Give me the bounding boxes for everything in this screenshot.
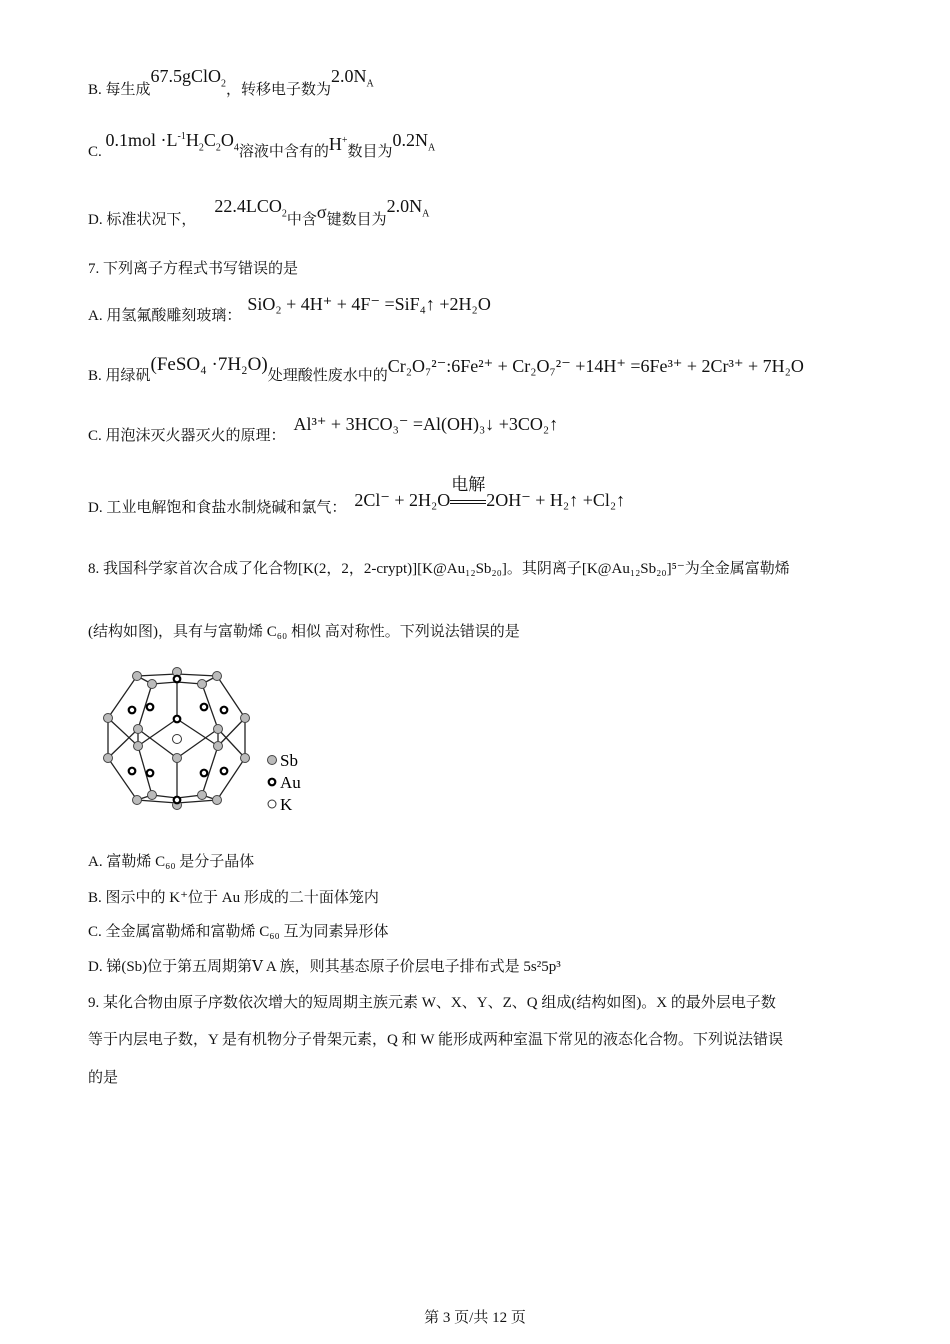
- equals-sign: [450, 500, 486, 504]
- figure-legend: [268, 751, 302, 814]
- question-9-stem-cont: 等于内层电子数，Y 是有机物分子骨架元素，Q 和 W 能形成两种室温下常见的液态化合物。下列说法错误: [88, 1032, 783, 1048]
- superscript: -1: [177, 131, 186, 142]
- equation-left: 2Cl⁻ + 2H₂O: [354, 490, 451, 510]
- equation: Cr₂O₇²⁻:6Fe²⁺ + Cr₂O₇²⁻ +14H⁺ =6Fe³⁺ + 2Cr³⁺ + 7H₂O: [387, 356, 804, 376]
- q6-option-d: [88, 196, 430, 232]
- legend-au: Au: [280, 773, 301, 792]
- q7-option-c: [88, 414, 559, 445]
- option-label: C.: [88, 144, 102, 160]
- option-label: D. 工业电解饱和食盐水制烧碱和氯气：: [88, 500, 347, 516]
- text: 数目为: [347, 144, 393, 160]
- option-label: C. 用泡沫灭火器灭火的原理：: [88, 428, 286, 444]
- question-8-stem: 8. 我国科学家首次合成了化合物[K(2，2，2-crypt)][K@Au₁₂Sb₂₀]。其阴离子[K@Au₁₂Sb₂₀]⁵⁻为全金属富勒烯: [88, 561, 790, 577]
- option-label: D. 标准状况下，: [88, 212, 197, 228]
- k-legend-icon: [268, 800, 276, 808]
- q8-option-a: A. 富勒烯 C₆₀ 是分子晶体: [88, 854, 255, 870]
- option-label: B. 用绿矾: [88, 368, 151, 384]
- text: 键数目为: [326, 212, 387, 228]
- formula: O: [220, 130, 234, 150]
- subscript: A: [422, 208, 430, 220]
- formula: (FeSO₄ ·7H₂O): [150, 354, 268, 375]
- sb-legend-icon: [268, 756, 277, 765]
- option-label: B. 每生成: [88, 82, 151, 98]
- k-atom: [173, 735, 182, 744]
- page-footer: 第 3 页/共 12 页: [424, 1310, 526, 1326]
- subscript: 4: [233, 142, 239, 154]
- equation: Al³⁺ + 3HCO₃⁻ =Al(OH)₃↓ +3CO₂↑: [293, 414, 559, 434]
- q6-option-c: [88, 130, 436, 164]
- subscript: 2: [221, 78, 227, 90]
- condition: 电解: [451, 475, 486, 494]
- question-9-stem-end: 的是: [88, 1070, 119, 1086]
- superscript: +: [341, 135, 348, 146]
- legend-sb: Sb: [280, 751, 298, 770]
- formula: 2.0N: [331, 66, 367, 86]
- formula: 67.5gClO: [150, 66, 222, 86]
- formula: H: [328, 134, 342, 154]
- text: 溶液中含有的: [238, 144, 329, 160]
- q7-option-d: [88, 475, 626, 517]
- equation: SiO₂ + 4H⁺ + 4F⁻ =SiF₄↑ +2H₂O: [247, 294, 491, 314]
- formula: H: [185, 130, 199, 150]
- question-9-stem: 9. 某化合物由原子序数依次增大的短周期主族元素 W、X、Y、Z、Q 组成(结构如图)。X 的最外层电子数: [88, 995, 776, 1011]
- legend-k: K: [280, 795, 293, 814]
- formula: C: [203, 130, 216, 150]
- subscript: A: [366, 78, 374, 90]
- q6-option-b: [88, 66, 374, 102]
- equation-right: 2OH⁻ + H₂↑ +Cl₂↑: [486, 490, 626, 510]
- subscript: 2: [215, 142, 221, 154]
- text: 中含: [286, 212, 317, 228]
- option-label: A. 用氢氟酸雕刻玻璃：: [88, 308, 242, 324]
- formula: 22.4LCO: [214, 196, 282, 216]
- q7-option-a: [88, 294, 491, 325]
- text: 处理酸性废水中的: [267, 368, 388, 384]
- subscript: 2: [198, 142, 204, 154]
- formula: 0.1mol ·L: [105, 130, 178, 150]
- au-legend-icon: [269, 779, 276, 786]
- q8-option-b: B. 图示中的 K⁺位于 Au 形成的二十面体笼内: [88, 890, 379, 906]
- question-8-stem-cont: (结构如图)，具有与富勒烯 C₆₀ 相似 高对称性。下列说法错误的是: [88, 624, 520, 640]
- fullerene-structure-figure: [95, 660, 315, 820]
- formula: 0.2N: [392, 130, 429, 150]
- q7-option-b: [88, 354, 804, 386]
- text: ，转移电子数为: [226, 82, 332, 98]
- formula: 2.0N: [386, 196, 423, 216]
- subscript: 2: [281, 208, 287, 220]
- q8-option-c: C. 全金属富勒烯和富勒烯 C₆₀ 互为同素异形体: [88, 924, 389, 940]
- question-7-stem: 7. 下列离子方程式书写错误的是: [88, 261, 299, 277]
- sigma-symbol: σ: [316, 202, 327, 222]
- subscript: A: [428, 142, 436, 154]
- q8-option-d: D. 锑(Sb)位于第五周期第Ⅴ A 族，则其基态原子价层电子排布式是 5s²5p³: [88, 959, 561, 975]
